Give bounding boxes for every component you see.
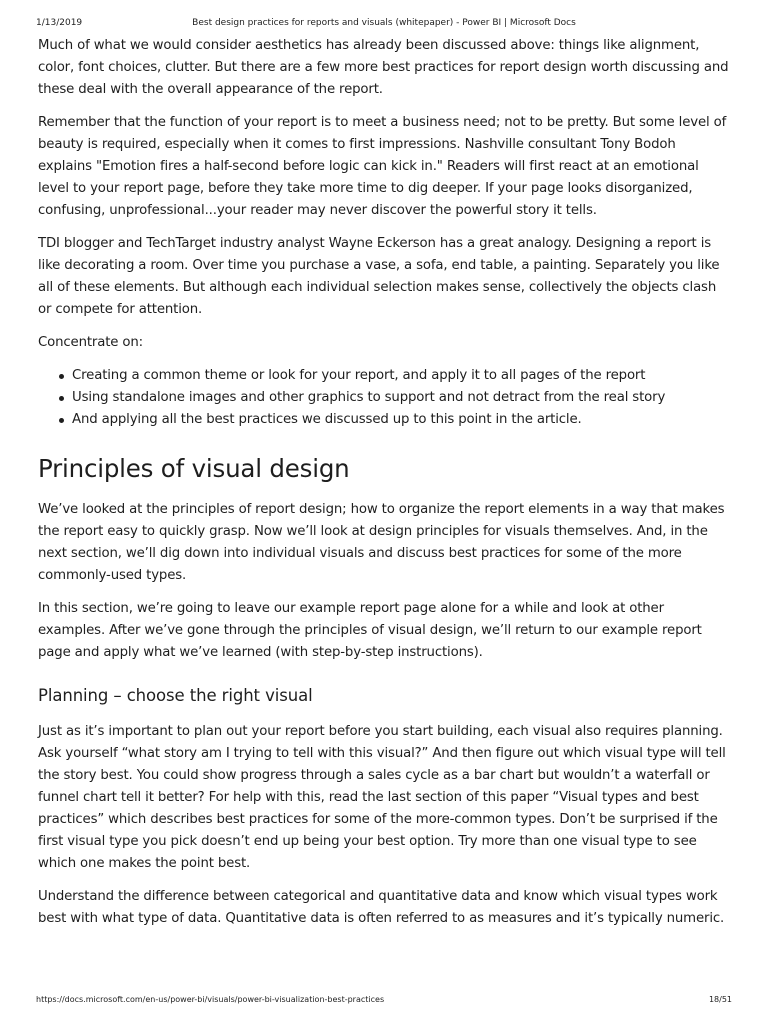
print-footer bbox=[36, 993, 732, 1007]
paragraph: In this section, we’re going to leave our example report page alone for a while and look at other examples. After we’ve gone through the principles of visual design, we’ll return to our example report page and apply what we’ve learned (with step-by-step instructions). bbox=[38, 601, 702, 660]
print-date: 1/13/2019 bbox=[36, 18, 83, 28]
paragraph: Much of what we would consider aesthetics has already been discussed above: things like alignment, color, font choices, clutter. But there are a few more best practices for report design worth discussing and these deal with the overall appearance of the report. bbox=[38, 38, 729, 97]
bullet-list bbox=[38, 365, 732, 431]
paragraph: Understand the difference between categorical and quantitative data and know which visual types work best with what type of data. Quantitative data is often referred to as measures and it’s typically numeric. bbox=[38, 889, 725, 926]
paragraph: We’ve looked at the principles of report design; how to organize the report elements in a way that makes the report easy to quickly grasp. Now we’ll look at design principles for visuals themselves. And, in the next section, we’ll dig down into individual visuals and discuss best practices for some of the more commonly-used types. bbox=[38, 502, 725, 583]
paragraph: Concentrate on: bbox=[38, 335, 144, 350]
article-content bbox=[38, 35, 732, 941]
list-item: Using standalone images and other graphics to support and not detract from the real story bbox=[72, 387, 732, 409]
paragraph: Remember that the function of your report is to meet a business need; not to be pretty. But some level of beauty is required, especially when it comes to first impressions. Nashville consultant Tony Bodoh explains "Emotion fires a half-second before logic can kick in." Readers will first react at an emotional level to your report page, before they take more time to dig deeper. If your page looks disorganized, confusing, unprofessional...your reader may never discover the powerful story it tells. bbox=[38, 115, 727, 218]
section-heading: Principles of visual design bbox=[38, 454, 350, 483]
print-header bbox=[36, 16, 732, 30]
list-item: Creating a common theme or look for your report, and apply it to all pages of the report bbox=[72, 365, 732, 387]
paragraph: TDI blogger and TechTarget industry analyst Wayne Eckerson has a great analogy. Designing a report is like decorating a room. Over time you purchase a vase, a sofa, end table, a painting. Separately you like all of these elements. But although each individual selection makes sense, collectively the objects clash or compete for attention. bbox=[38, 236, 720, 317]
page-number: 18/51 bbox=[708, 995, 732, 1004]
paragraph: Just as it’s important to plan out your report before you start building, each visual also requires planning. Ask yourself “what story am I trying to tell with this visual?” And then figure out which visual type will tell the story best. You could show progress through a sales cycle as a bar chart but wouldn’t a waterfall or funnel chart tell it better? For help with this, read the last section of this paper “Visual types and best practices” which describes best practices for some of the more-common types. Don’t be surprised if the first visual type you pick doesn’t end up being your best option. Try more than one visual type to see which one makes the point best. bbox=[38, 724, 726, 871]
document-title: Best design practices for reports and visuals (whitepaper) - Power BI | Microsoft Docs bbox=[192, 18, 576, 28]
subsection-heading: Planning – choose the right visual bbox=[38, 686, 313, 705]
list-item: And applying all the best practices we discussed up to this point in the article. bbox=[72, 409, 732, 431]
page-url: https://docs.microsoft.com/en-us/power-bi/visuals/power-bi-visualization-best-practices bbox=[36, 995, 385, 1004]
